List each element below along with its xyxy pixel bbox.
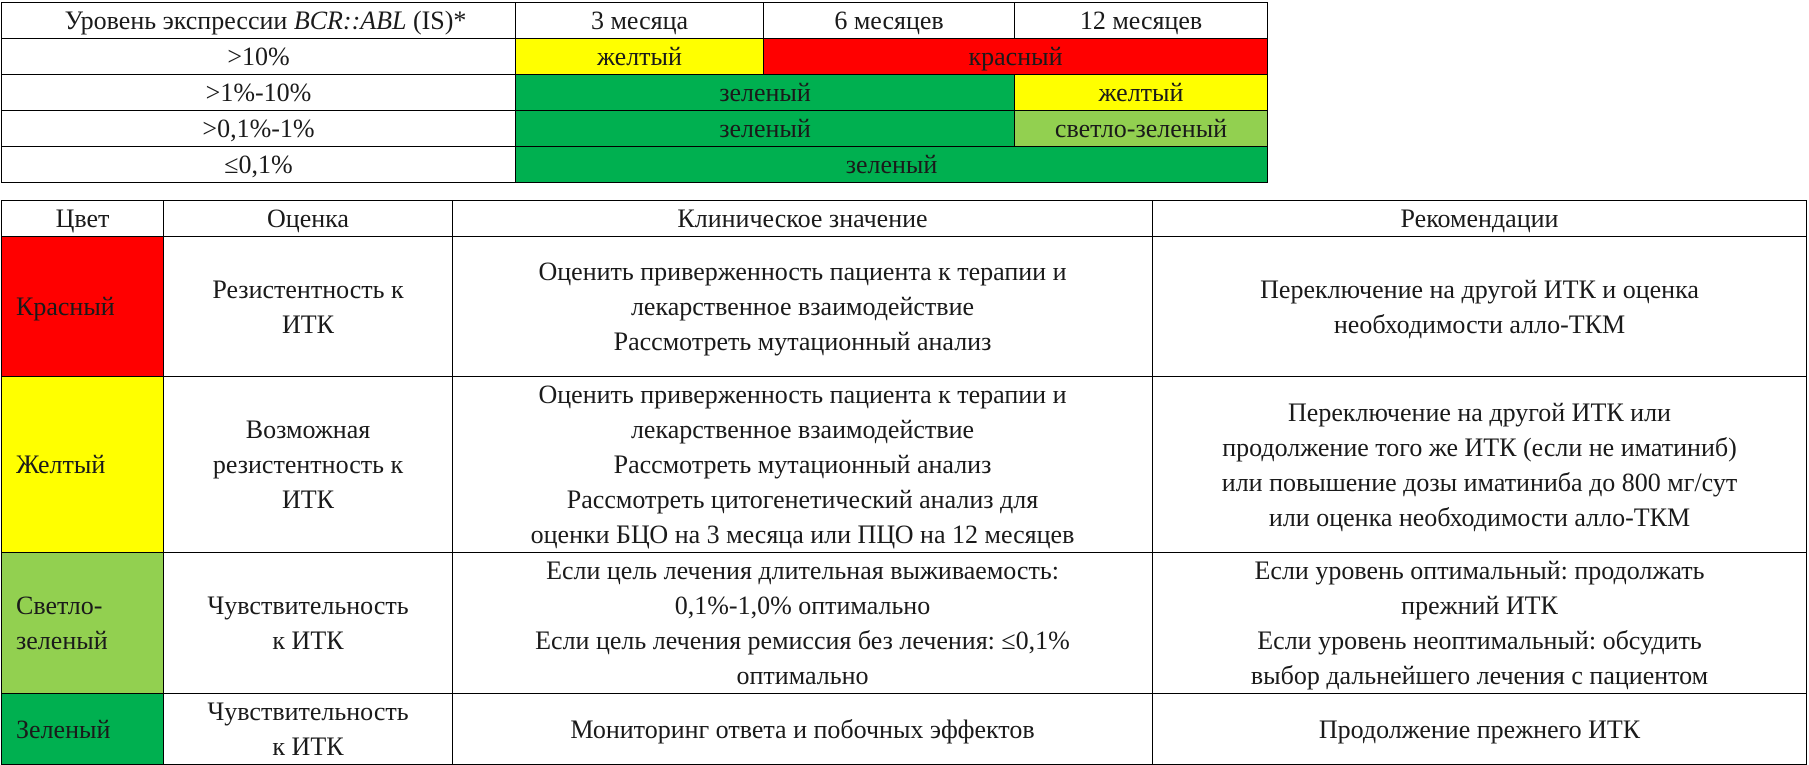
recommendation-line: Переключение на другой ИТК и оценка (1260, 274, 1699, 304)
header-recommendations: Рекомендации (1153, 201, 1807, 237)
gene-name: BCR::ABL (293, 5, 407, 35)
recommendation-line: Переключение на другой ИТК или (1288, 397, 1671, 427)
color-cell-green: Зеленый (2, 694, 164, 765)
column-6-months: 6 месяцев (764, 3, 1015, 39)
recommendation-line: Если уровень неоптимальный: обсудить (1257, 626, 1702, 655)
level-cell-green: зеленый (516, 147, 1268, 183)
clinical-line: Рассмотреть мутационный анализ (613, 450, 992, 479)
expression-level-table (1, 2, 1268, 183)
recommendation-cell (1153, 377, 1807, 553)
assessment-row-green (2, 694, 1807, 765)
level-label: >0,1%-1% (2, 111, 516, 147)
assessment-line: к ИТК (272, 626, 344, 655)
color-cell-light-green (2, 553, 164, 694)
column-3-months: 3 месяца (516, 3, 764, 39)
clinical-line: Если цель лечения длительная выживаемость: (546, 556, 1059, 585)
level-cell-green: зеленый (516, 111, 1015, 147)
header-assessment: Оценка (164, 201, 453, 237)
levels-header-row (2, 3, 1268, 39)
levels-row (2, 75, 1268, 111)
recommendation-line: или повышение дозы иматиниба до 800 мг/сут (1221, 467, 1738, 497)
levels-row (2, 111, 1268, 147)
levels-row (2, 39, 1268, 75)
recommendation-line: продолжение того же ИТК (если не иматиниб) (1222, 432, 1737, 462)
clinical-line: Рассмотреть мутационный анализ (613, 327, 992, 356)
level-cell-green: зеленый (516, 75, 1015, 111)
clinical-line: Рассмотреть цитогенетический анализ для (566, 485, 1039, 514)
assessment-row-yellow (2, 377, 1807, 553)
clinical-line: оценки БЦО на 3 месяца или ПЦО на 12 месяцев (530, 520, 1075, 549)
recommendation-line: прежний ИТК (1401, 591, 1558, 620)
level-cell-light-green: светло-зеленый (1015, 111, 1268, 147)
clinical-cell (453, 237, 1153, 377)
clinical-line: Оценить приверженность пациента к терапии и (538, 380, 1067, 409)
assessment-cell (164, 553, 453, 694)
assessment-line: к ИТК (272, 732, 344, 761)
recommendation-cell (1153, 694, 1807, 765)
levels-row (2, 147, 1268, 183)
assessment-cell (164, 377, 453, 553)
level-cell-red: красный (764, 39, 1268, 75)
assessment-row-red (2, 237, 1807, 377)
clinical-cell (453, 694, 1153, 765)
assessment-line: Возможная (245, 415, 371, 444)
levels-header-suffix: (IS)* (406, 5, 467, 35)
assessment-line: Чувствительность (207, 591, 409, 620)
recommendation-line: выбор дальнейшего лечения с пациентом (1250, 661, 1709, 690)
assessment-row-light-green (2, 553, 1807, 694)
recommendation-line: или оценка необходимости алло-ТКМ (1268, 502, 1691, 532)
color-label-line: Светло- (16, 591, 103, 620)
recommendation-line: необходимости алло-ТКМ (1333, 309, 1626, 339)
header-clinical-significance: Клиническое значение (453, 201, 1153, 237)
recommendation-line: Продолжение прежнего ИТК (1318, 714, 1641, 744)
assessment-cell (164, 237, 453, 377)
assessment-header-row (2, 201, 1807, 237)
color-label-line: зеленый (16, 626, 108, 655)
levels-header-label (2, 3, 516, 39)
clinical-line: Если цель лечения ремиссия без лечения: ≤0,1% (535, 626, 1070, 655)
level-label: ≤0,1% (2, 147, 516, 183)
color-assessment-table (1, 200, 1807, 765)
clinical-cell (453, 377, 1153, 553)
assessment-line: ИТК (282, 309, 334, 339)
level-label: >1%-10% (2, 75, 516, 111)
assessment-line: ИТК (282, 485, 334, 514)
column-12-months: 12 месяцев (1015, 3, 1268, 39)
recommendation-cell (1153, 553, 1807, 694)
level-label: >10% (2, 39, 516, 75)
level-cell-yellow: желтый (516, 39, 764, 75)
color-cell-red: Красный (2, 237, 164, 377)
header-color: Цвет (2, 201, 164, 237)
assessment-cell (164, 694, 453, 765)
assessment-line: Резистентность к (212, 274, 404, 304)
clinical-line: 0,1%-1,0% оптимально (674, 591, 931, 620)
color-cell-yellow: Желтый (2, 377, 164, 553)
clinical-line: Мониторинг ответа и побочных эффектов (570, 714, 1035, 744)
clinical-line: лекарственное взаимодействие (630, 415, 975, 444)
levels-header-prefix: Уровень экспрессии (64, 5, 294, 35)
recommendation-line: Если уровень оптимальный: продолжать (1254, 556, 1705, 585)
clinical-line: лекарственное взаимодействие (630, 292, 975, 321)
recommendation-cell (1153, 237, 1807, 377)
clinical-line: оптимально (736, 661, 869, 690)
level-cell-yellow: желтый (1015, 75, 1268, 111)
assessment-line: Чувствительность (207, 697, 409, 726)
clinical-line: Оценить приверженность пациента к терапии и (538, 257, 1067, 286)
clinical-cell (453, 553, 1153, 694)
assessment-line: резистентность к (212, 450, 404, 479)
